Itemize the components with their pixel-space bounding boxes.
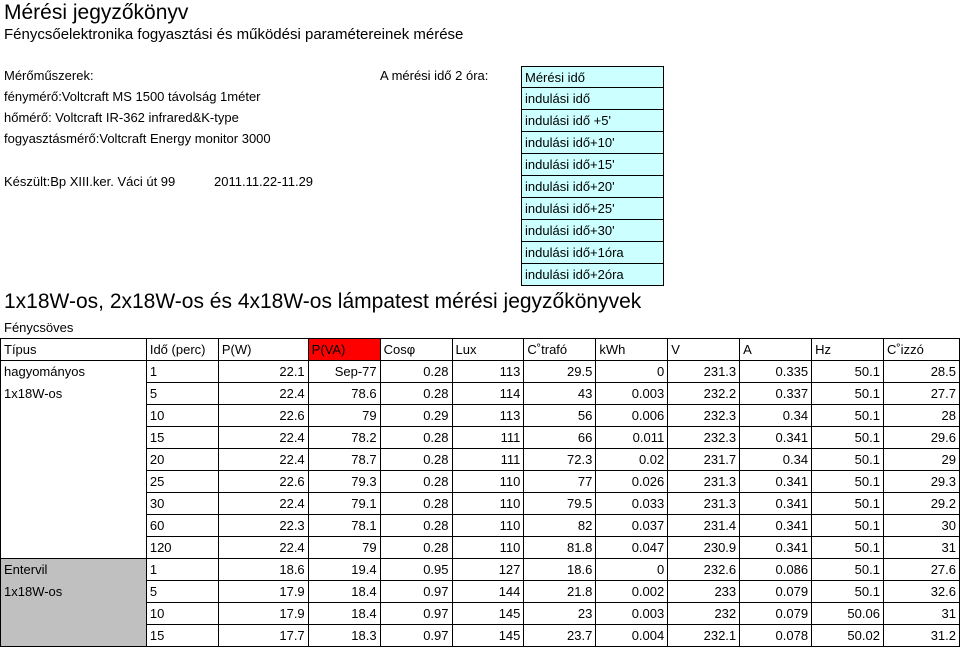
table-cell: 18.3 bbox=[308, 625, 380, 647]
table-cell: 17.9 bbox=[218, 603, 308, 625]
type-cell bbox=[1, 493, 147, 515]
table-cell: 0.28 bbox=[380, 449, 452, 471]
table-row bbox=[1, 449, 960, 471]
type-cell bbox=[1, 625, 147, 647]
table-cell: 114 bbox=[452, 383, 524, 405]
table-cell: 30 bbox=[146, 493, 218, 515]
table-cell: 0.004 bbox=[596, 625, 668, 647]
table-cell: 0.003 bbox=[596, 383, 668, 405]
table-cell: 20 bbox=[146, 449, 218, 471]
table-cell: 50.1 bbox=[812, 559, 884, 581]
table-cell: 145 bbox=[452, 625, 524, 647]
table-cell: 0.28 bbox=[380, 471, 452, 493]
table-cell: 22.4 bbox=[218, 493, 308, 515]
table-cell: 82 bbox=[524, 515, 596, 537]
table-cell: 232 bbox=[668, 603, 740, 625]
table-cell: 0.026 bbox=[596, 471, 668, 493]
measurement-table bbox=[0, 338, 960, 647]
table-cell: 50.1 bbox=[812, 515, 884, 537]
table-cell: 15 bbox=[146, 427, 218, 449]
table-cell: 50.06 bbox=[812, 603, 884, 625]
table-row bbox=[1, 537, 960, 559]
table-cell: 0.078 bbox=[740, 625, 812, 647]
table-cell: 0.28 bbox=[380, 515, 452, 537]
column-header: C˚izzó bbox=[883, 339, 959, 361]
table-cell: 232.2 bbox=[668, 383, 740, 405]
type-cell: 1x18W-os bbox=[1, 581, 147, 603]
table-cell: 0.28 bbox=[380, 383, 452, 405]
type-cell bbox=[1, 449, 147, 471]
time-box-item: indulási idő+30' bbox=[521, 220, 664, 242]
table-cell: 31 bbox=[883, 537, 959, 559]
table-row bbox=[1, 493, 960, 515]
table-cell: 110 bbox=[452, 515, 524, 537]
table-cell: 0.02 bbox=[596, 449, 668, 471]
table-cell: 0.28 bbox=[380, 427, 452, 449]
table-cell: 23 bbox=[524, 603, 596, 625]
column-header: C˚trafó bbox=[524, 339, 596, 361]
table-cell: 22.6 bbox=[218, 471, 308, 493]
table-cell: 230.9 bbox=[668, 537, 740, 559]
table-cell: 231.3 bbox=[668, 493, 740, 515]
table-cell: 110 bbox=[452, 493, 524, 515]
table-cell: 0.335 bbox=[740, 361, 812, 383]
table-row bbox=[1, 361, 960, 383]
table-cell: 50.1 bbox=[812, 427, 884, 449]
column-header: Idő (perc) bbox=[146, 339, 218, 361]
table-cell: 0.037 bbox=[596, 515, 668, 537]
table-cell: 22.1 bbox=[218, 361, 308, 383]
table-cell: 232.6 bbox=[668, 559, 740, 581]
table-cell: 0.34 bbox=[740, 449, 812, 471]
table-cell: 31.2 bbox=[883, 625, 959, 647]
table-cell: 110 bbox=[452, 471, 524, 493]
table-cell: 78.7 bbox=[308, 449, 380, 471]
table-cell: 0.341 bbox=[740, 471, 812, 493]
table-cell: 231.3 bbox=[668, 471, 740, 493]
table-cell: 113 bbox=[452, 405, 524, 427]
table-cell: 120 bbox=[146, 537, 218, 559]
table-cell: 32.6 bbox=[883, 581, 959, 603]
table-cell: 1 bbox=[146, 361, 218, 383]
table-cell: 22.4 bbox=[218, 449, 308, 471]
table-row bbox=[1, 405, 960, 427]
table-row bbox=[1, 603, 960, 625]
table-cell: 56 bbox=[524, 405, 596, 427]
table-cell: 50.1 bbox=[812, 383, 884, 405]
column-header: V bbox=[668, 339, 740, 361]
table-cell: 29.2 bbox=[883, 493, 959, 515]
measurement-time-list bbox=[521, 66, 664, 286]
table-cell: 60 bbox=[146, 515, 218, 537]
time-box-item: indulási idő bbox=[521, 88, 664, 110]
table-row bbox=[1, 515, 960, 537]
type-cell: 1x18W-os bbox=[1, 383, 147, 405]
table-cell: 50.1 bbox=[812, 581, 884, 603]
table-cell: 79.5 bbox=[524, 493, 596, 515]
table-row bbox=[1, 559, 960, 581]
table-cell: 79 bbox=[308, 537, 380, 559]
lux-meter-info: fénymérő:Voltcraft MS 1500 távolság 1méter bbox=[4, 89, 261, 104]
table-cell: 23.7 bbox=[524, 625, 596, 647]
table-cell: 27.7 bbox=[883, 383, 959, 405]
table-cell: 50.1 bbox=[812, 361, 884, 383]
column-header: P(W) bbox=[218, 339, 308, 361]
table-cell: 30 bbox=[883, 515, 959, 537]
time-box-item: indulási idő+10' bbox=[521, 132, 664, 154]
table-row bbox=[1, 581, 960, 603]
table-cell: 22.4 bbox=[218, 537, 308, 559]
column-header: Hz bbox=[812, 339, 884, 361]
table-cell: 0.079 bbox=[740, 603, 812, 625]
table-cell: 29.5 bbox=[524, 361, 596, 383]
time-box-item: indulási idő+25' bbox=[521, 198, 664, 220]
table-cell: 17.9 bbox=[218, 581, 308, 603]
section-subtitle: Fénycsöves bbox=[4, 320, 74, 335]
table-cell: 0.341 bbox=[740, 427, 812, 449]
time-box-item: indulási idő+1óra bbox=[521, 242, 664, 264]
table-cell: 50.1 bbox=[812, 493, 884, 515]
table-cell: 79.1 bbox=[308, 493, 380, 515]
page-subtitle: Fénycsőelektronika fogyasztási és működési paramétereinek mérése bbox=[4, 26, 464, 43]
table-cell: 127 bbox=[452, 559, 524, 581]
table-header-row bbox=[1, 339, 960, 361]
column-header: Típus bbox=[1, 339, 147, 361]
column-header: Cosφ bbox=[380, 339, 452, 361]
table-cell: 0.28 bbox=[380, 493, 452, 515]
table-cell: 0.006 bbox=[596, 405, 668, 427]
table-cell: 77 bbox=[524, 471, 596, 493]
table-cell: 17.7 bbox=[218, 625, 308, 647]
table-cell: 0.002 bbox=[596, 581, 668, 603]
time-box-item: indulási idő+20' bbox=[521, 176, 664, 198]
table-cell: 111 bbox=[452, 449, 524, 471]
table-cell: 29.6 bbox=[883, 427, 959, 449]
type-cell bbox=[1, 471, 147, 493]
table-cell: 233 bbox=[668, 581, 740, 603]
column-header: P(VA) bbox=[308, 339, 380, 361]
table-cell: 145 bbox=[452, 603, 524, 625]
type-cell bbox=[1, 427, 147, 449]
table-cell: 31 bbox=[883, 603, 959, 625]
table-cell: 5 bbox=[146, 581, 218, 603]
table-cell: 0.079 bbox=[740, 581, 812, 603]
section-title: 1x18W-os, 2x18W-os és 4x18W-os lámpatest mérési jegyzőkönyvek bbox=[4, 290, 642, 313]
power-meter-info: fogyasztásmérő:Voltcraft Energy monitor 3000 bbox=[4, 131, 271, 146]
column-header: kWh bbox=[596, 339, 668, 361]
table-cell: 27.6 bbox=[883, 559, 959, 581]
table-cell: 10 bbox=[146, 603, 218, 625]
prepared-location: Készült:Bp XIII.ker. Váci út 99 bbox=[4, 174, 176, 189]
table-cell: 22.3 bbox=[218, 515, 308, 537]
table-cell: 0.34 bbox=[740, 405, 812, 427]
table-cell: 232.3 bbox=[668, 405, 740, 427]
table-cell: 0.086 bbox=[740, 559, 812, 581]
table-cell: Sep-77 bbox=[308, 361, 380, 383]
table-cell: 10 bbox=[146, 405, 218, 427]
time-box-item: indulási idő+15' bbox=[521, 154, 664, 176]
table-cell: 18.6 bbox=[218, 559, 308, 581]
type-cell bbox=[1, 405, 147, 427]
time-box-header: Mérési idő bbox=[521, 66, 664, 88]
table-cell: 50.1 bbox=[812, 537, 884, 559]
table-cell: 0.97 bbox=[380, 581, 452, 603]
table-cell: 110 bbox=[452, 537, 524, 559]
table-cell: 232.3 bbox=[668, 427, 740, 449]
table-cell: 0.29 bbox=[380, 405, 452, 427]
table-cell: 111 bbox=[452, 427, 524, 449]
table-cell: 50.1 bbox=[812, 471, 884, 493]
page-title: Mérési jegyzőkönyv bbox=[4, 1, 189, 24]
table-cell: 79.3 bbox=[308, 471, 380, 493]
table-cell: 43 bbox=[524, 383, 596, 405]
table-cell: 231.7 bbox=[668, 449, 740, 471]
type-cell bbox=[1, 603, 147, 625]
table-cell: 0.337 bbox=[740, 383, 812, 405]
column-header: Lux bbox=[452, 339, 524, 361]
table-cell: 113 bbox=[452, 361, 524, 383]
table-cell: 144 bbox=[452, 581, 524, 603]
table-cell: 29.3 bbox=[883, 471, 959, 493]
table-cell: 28 bbox=[883, 405, 959, 427]
table-cell: 0.003 bbox=[596, 603, 668, 625]
table-cell: 29 bbox=[883, 449, 959, 471]
measurement-date: 2011.11.22-11.29 bbox=[214, 174, 314, 189]
table-cell: 78.1 bbox=[308, 515, 380, 537]
table-cell: 72.3 bbox=[524, 449, 596, 471]
table-cell: 15 bbox=[146, 625, 218, 647]
table-cell: 0.341 bbox=[740, 515, 812, 537]
table-cell: 18.4 bbox=[308, 603, 380, 625]
table-row bbox=[1, 625, 960, 647]
table-cell: 0.97 bbox=[380, 603, 452, 625]
table-cell: 22.4 bbox=[218, 383, 308, 405]
table-cell: 78.2 bbox=[308, 427, 380, 449]
table-cell: 0.011 bbox=[596, 427, 668, 449]
table-cell: 5 bbox=[146, 383, 218, 405]
table-cell: 232.1 bbox=[668, 625, 740, 647]
table-cell: 18.6 bbox=[524, 559, 596, 581]
table-cell: 25 bbox=[146, 471, 218, 493]
type-cell: Entervil bbox=[1, 559, 147, 581]
table-cell: 0 bbox=[596, 361, 668, 383]
table-row bbox=[1, 427, 960, 449]
table-row bbox=[1, 471, 960, 493]
type-cell bbox=[1, 537, 147, 559]
table-cell: 22.4 bbox=[218, 427, 308, 449]
table-cell: 0.97 bbox=[380, 625, 452, 647]
table-cell: 1 bbox=[146, 559, 218, 581]
measure-time-label: A mérési idő 2 óra: bbox=[380, 68, 489, 83]
table-cell: 0.28 bbox=[380, 537, 452, 559]
table-cell: 28.5 bbox=[883, 361, 959, 383]
table-cell: 0 bbox=[596, 559, 668, 581]
table-cell: 231.4 bbox=[668, 515, 740, 537]
time-box-item: indulási idő+2óra bbox=[521, 264, 664, 286]
table-cell: 0.341 bbox=[740, 493, 812, 515]
table-cell: 79 bbox=[308, 405, 380, 427]
table-row bbox=[1, 383, 960, 405]
type-cell bbox=[1, 515, 147, 537]
table-cell: 0.28 bbox=[380, 361, 452, 383]
instruments-label: Mérőműszerek: bbox=[4, 68, 94, 83]
table-cell: 19.4 bbox=[308, 559, 380, 581]
table-cell: 231.3 bbox=[668, 361, 740, 383]
table-cell: 21.8 bbox=[524, 581, 596, 603]
table-cell: 0.341 bbox=[740, 537, 812, 559]
table-cell: 0.047 bbox=[596, 537, 668, 559]
table-cell: 50.1 bbox=[812, 449, 884, 471]
table-cell: 81.8 bbox=[524, 537, 596, 559]
table-cell: 22.6 bbox=[218, 405, 308, 427]
table-cell: 18.4 bbox=[308, 581, 380, 603]
time-box-item: indulási idő +5' bbox=[521, 110, 664, 132]
type-cell: hagyományos bbox=[1, 361, 147, 383]
table-cell: 50.1 bbox=[812, 405, 884, 427]
column-header: A bbox=[740, 339, 812, 361]
thermometer-info: hőmérő: Voltcraft IR-362 infrared&K-type bbox=[4, 110, 239, 125]
table-cell: 78.6 bbox=[308, 383, 380, 405]
table-cell: 0.033 bbox=[596, 493, 668, 515]
table-cell: 0.95 bbox=[380, 559, 452, 581]
table-cell: 50.02 bbox=[812, 625, 884, 647]
table-cell: 66 bbox=[524, 427, 596, 449]
